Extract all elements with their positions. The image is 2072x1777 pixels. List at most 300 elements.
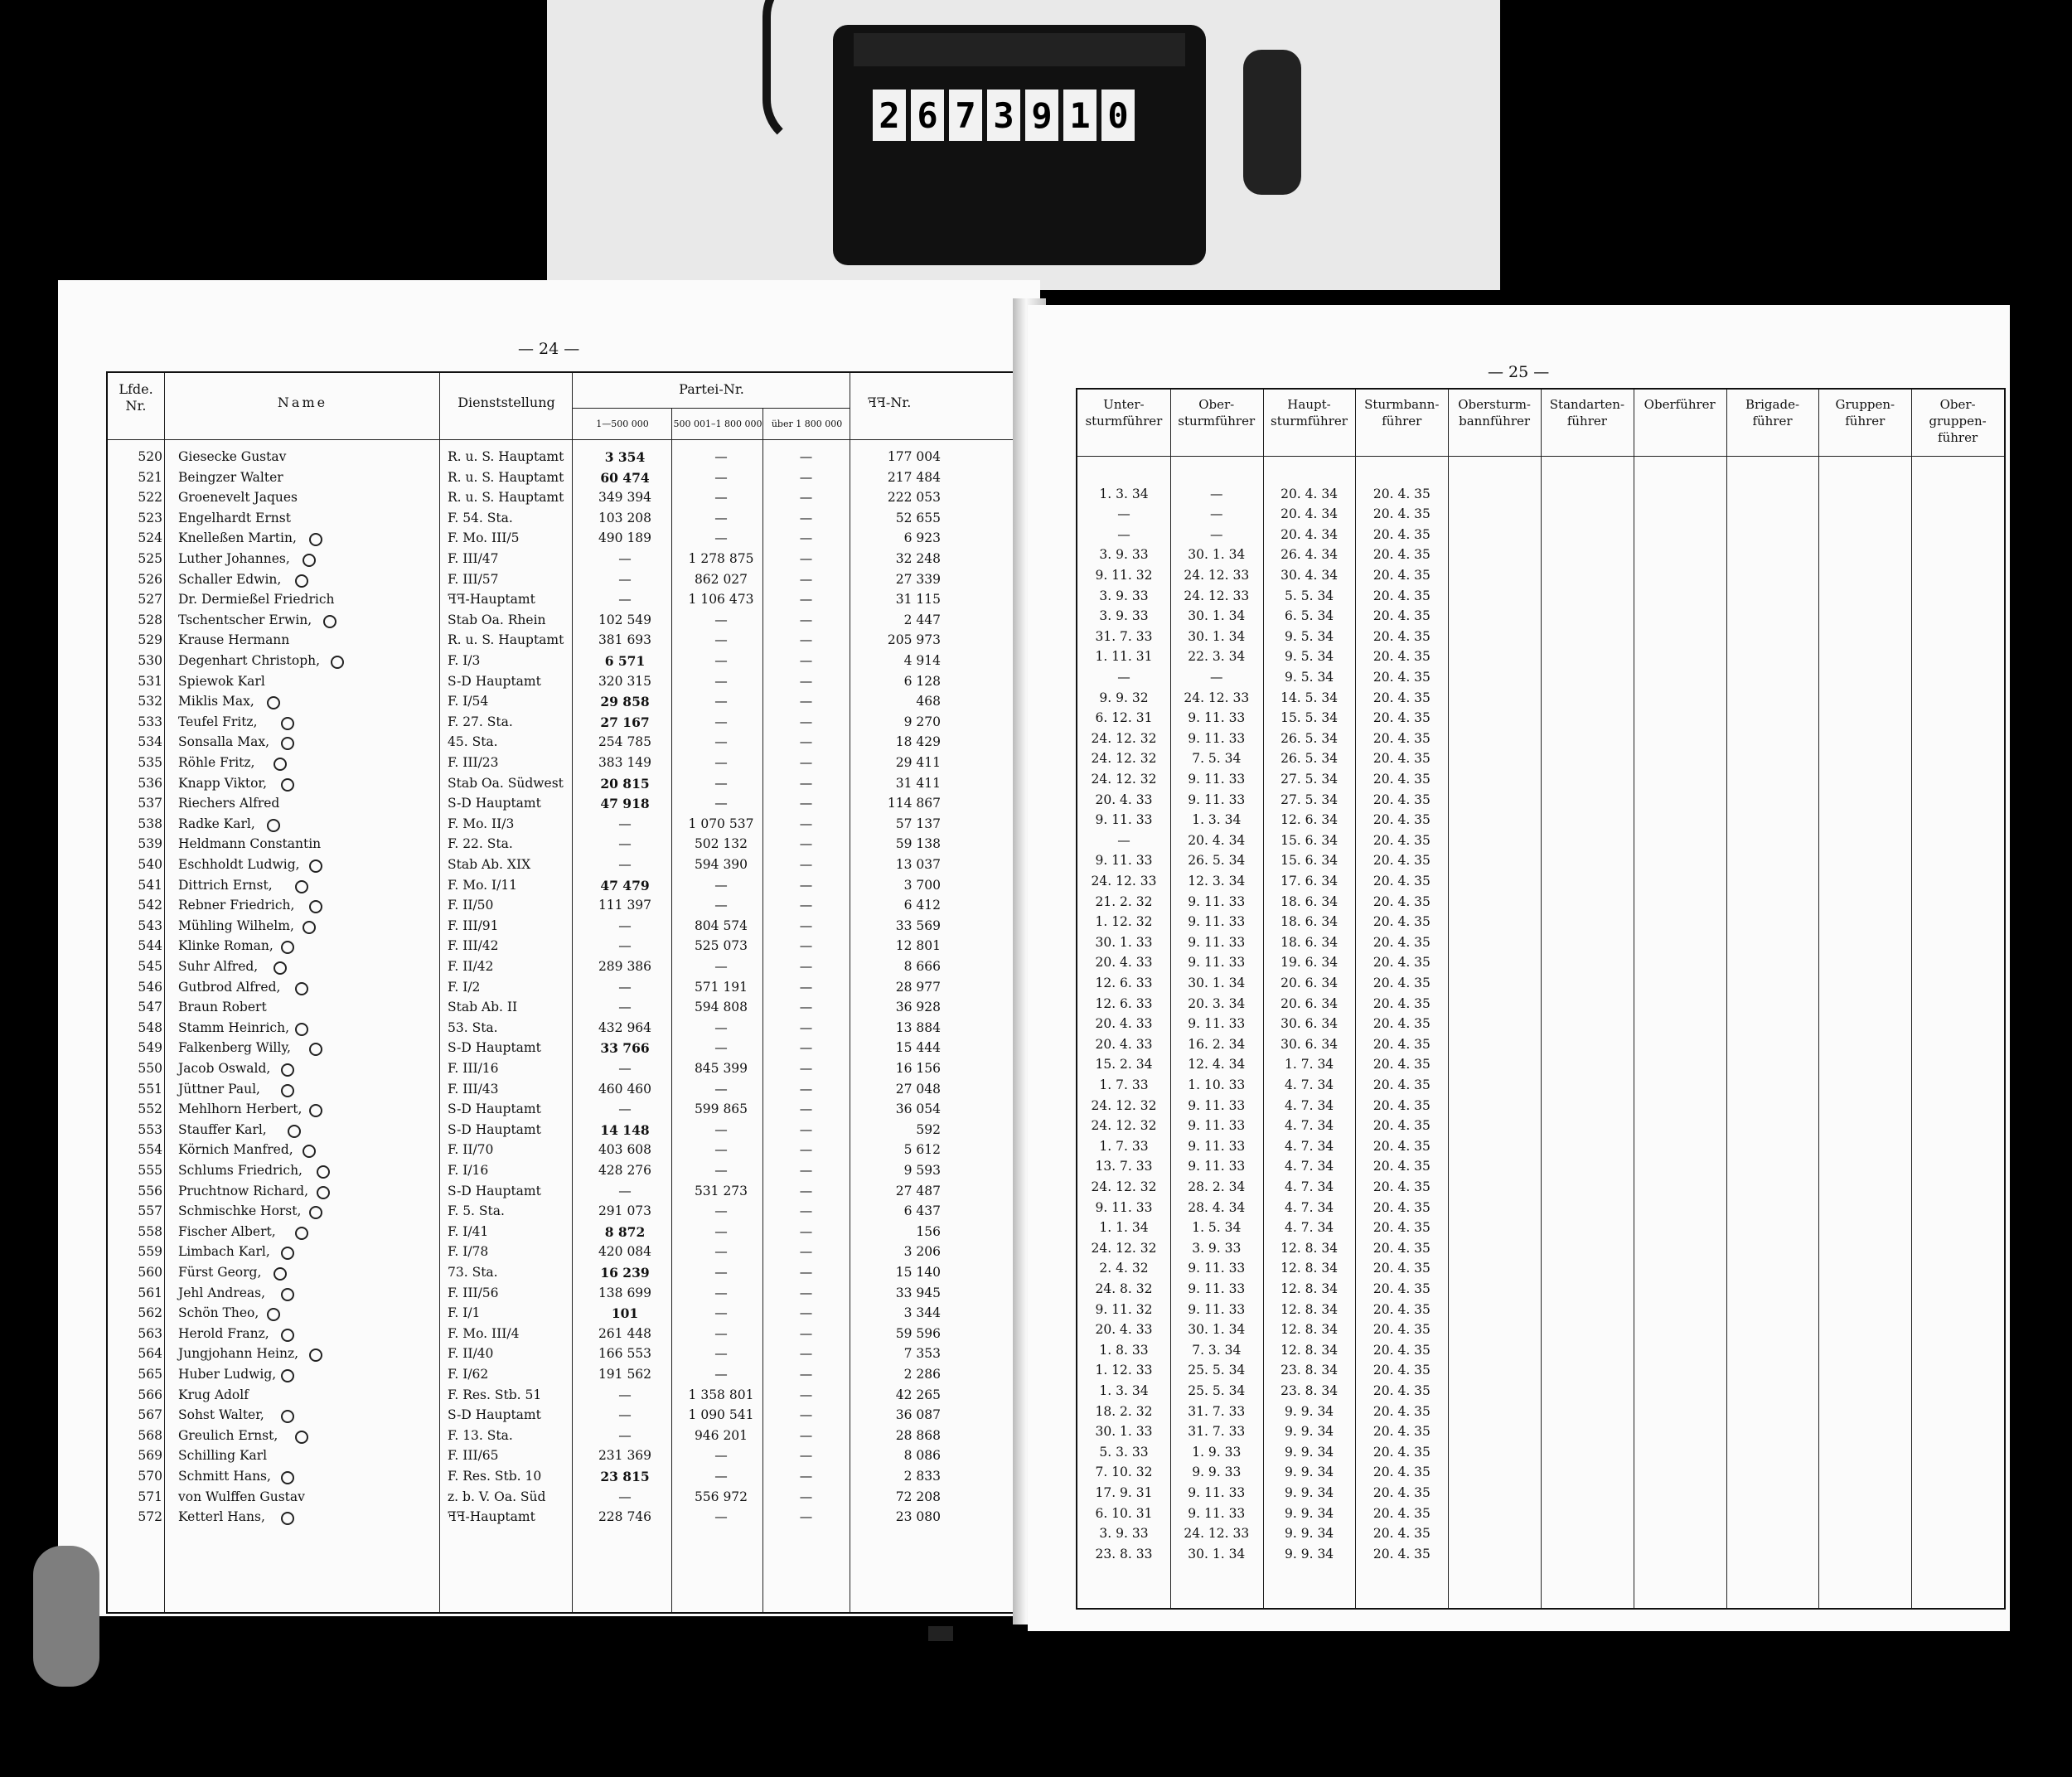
table-row — [1077, 1239, 2004, 1260]
row-dienststellung: F. III/16 — [448, 1061, 499, 1076]
row-partei-nr-3: — — [799, 918, 813, 933]
row-rank-date-0: 24. 12. 33 — [1091, 874, 1157, 888]
row-partei-nr-3: — — [799, 1000, 813, 1015]
row-partei-nr-3: — — [799, 755, 813, 770]
row-rank-date-1: 30. 1. 34 — [1188, 1546, 1246, 1562]
table-row — [108, 978, 941, 999]
row-dienststellung: F. III/43 — [448, 1081, 499, 1097]
row-partei-nr-2: — — [714, 1448, 728, 1464]
table-row — [108, 1059, 941, 1080]
circle-mark-icon — [281, 1471, 294, 1484]
row-rank-date-3: 20. 4. 35 — [1372, 853, 1431, 869]
circle-mark-icon — [331, 656, 344, 669]
row-rank-date-1: 30. 1. 34 — [1188, 628, 1246, 644]
row-number: 551 — [138, 1081, 162, 1097]
table-row — [1077, 689, 2004, 709]
row-partei-nr-3: — — [799, 979, 813, 995]
row-name: Limbach Karl, — [178, 1244, 270, 1260]
row-number: 527 — [138, 592, 162, 608]
row-partei-nr-1: 103 208 — [598, 510, 652, 525]
table-row — [108, 529, 941, 550]
table-row — [108, 631, 941, 651]
row-partei-nr-2: 531 273 — [694, 1183, 748, 1198]
row-partei-nr-1: 460 460 — [598, 1081, 652, 1097]
row-number: 531 — [138, 673, 162, 689]
table-row — [1077, 525, 2004, 546]
row-partei-nr-2: 525 073 — [694, 938, 748, 954]
table-row — [1077, 974, 2004, 995]
right-table — [1076, 388, 2006, 1610]
table-row — [108, 1284, 941, 1305]
table-row — [108, 1324, 941, 1345]
table-row — [108, 651, 941, 672]
table-row — [1077, 485, 2004, 506]
row-name: Gutbrod Alfred, — [178, 979, 281, 995]
row-dienststellung: 45. Sta. — [448, 734, 498, 750]
row-partei-nr-3: — — [799, 510, 813, 525]
table-row — [108, 896, 941, 917]
header-partei-range-3: über 1 800 000 — [771, 419, 843, 429]
row-dienststellung: F. II/42 — [448, 959, 494, 974]
row-rank-date-2: 26. 5. 34 — [1280, 751, 1339, 767]
circle-mark-icon — [288, 1125, 301, 1138]
row-rank-date-3: 20. 4. 35 — [1372, 1179, 1431, 1194]
counter-device-top — [854, 33, 1185, 66]
row-number: 552 — [138, 1102, 162, 1117]
row-partei-nr-1: 138 699 — [598, 1285, 652, 1300]
table-row — [1077, 1280, 2004, 1300]
row-rank-date-3: 20. 4. 35 — [1372, 1301, 1431, 1317]
row-rank-date-2: 4. 7. 34 — [1285, 1077, 1334, 1092]
row-name: Fürst Georg, — [178, 1265, 262, 1280]
row-rank-date-3: 20. 4. 35 — [1372, 628, 1431, 644]
row-rank-date-3: 20. 4. 35 — [1372, 1424, 1431, 1440]
row-rank-date-2: 30. 6. 34 — [1280, 1036, 1339, 1052]
row-partei-nr-1: — — [618, 571, 632, 587]
row-partei-nr-3: — — [799, 530, 813, 546]
table-row — [1077, 1014, 2004, 1035]
row-rank-date-2: 4. 7. 34 — [1285, 1118, 1334, 1134]
row-rank-date-2: 9. 9. 34 — [1285, 1444, 1334, 1460]
row-name: Sonsalla Max, — [178, 734, 269, 750]
row-rank-date-0: 20. 4. 33 — [1095, 1322, 1153, 1338]
row-partei-nr-3: — — [799, 1244, 813, 1260]
row-number: 555 — [138, 1163, 162, 1178]
table-row — [1077, 1463, 2004, 1484]
row-number: 563 — [138, 1325, 162, 1341]
row-rank-date-2: 9. 9. 34 — [1285, 1403, 1334, 1419]
row-number: 538 — [138, 816, 162, 831]
table-row — [1077, 647, 2004, 668]
row-rank-date-1: — — [1210, 526, 1223, 542]
row-rank-date-3: 20. 4. 35 — [1372, 792, 1431, 807]
table-row — [108, 1488, 941, 1508]
row-rank-date-3: 20. 4. 35 — [1372, 1159, 1431, 1174]
row-rank-date-3: 20. 4. 35 — [1372, 1485, 1431, 1500]
row-rank-date-3: 20. 4. 35 — [1372, 1383, 1431, 1398]
table-row — [108, 1426, 941, 1447]
row-ss-nr: 32 248 — [895, 551, 941, 566]
row-name: Schlums Friedrich, — [178, 1163, 303, 1178]
row-ss-nr: 33 945 — [895, 1285, 941, 1300]
row-number: 524 — [138, 530, 162, 546]
row-partei-nr-2: — — [714, 1244, 728, 1260]
row-number: 536 — [138, 775, 162, 791]
row-rank-date-1: 9. 11. 33 — [1188, 1261, 1246, 1276]
row-rank-date-1: 9. 11. 33 — [1188, 914, 1246, 930]
row-rank-date-3: 20. 4. 35 — [1372, 1240, 1431, 1256]
row-ss-nr: 7 353 — [903, 1346, 941, 1362]
table-row — [1077, 1320, 2004, 1341]
circle-mark-icon — [295, 982, 308, 995]
row-ss-nr: 205 973 — [887, 632, 941, 648]
row-partei-nr-2: 1 358 801 — [688, 1387, 754, 1402]
row-ss-nr: 31 411 — [895, 775, 941, 791]
row-rank-date-3: 20. 4. 35 — [1372, 1403, 1431, 1419]
row-rank-date-0: 9. 11. 32 — [1095, 1301, 1153, 1317]
header-rank-7: Brigade-führer — [1745, 397, 1800, 429]
row-partei-nr-3: — — [799, 1305, 813, 1321]
row-rank-date-1: 7. 5. 34 — [1192, 751, 1242, 767]
header-lfd-nr: Lfde. Nr. — [119, 381, 153, 414]
row-rank-date-2: 12. 8. 34 — [1280, 1342, 1339, 1358]
table-row — [1077, 1300, 2004, 1321]
row-number: 526 — [138, 571, 162, 587]
row-rank-date-2: 18. 6. 34 — [1280, 914, 1339, 930]
row-dienststellung: F. 54. Sta. — [448, 510, 513, 525]
row-number: 561 — [138, 1285, 162, 1300]
row-dienststellung: S-D Hauptamt — [448, 1183, 541, 1198]
row-name: Schön Theo, — [178, 1305, 259, 1321]
table-row — [108, 1386, 941, 1407]
row-ss-nr: 57 137 — [895, 816, 941, 831]
table-row — [1077, 811, 2004, 831]
table-row — [1077, 464, 2004, 485]
row-dienststellung: R. u. S. Hauptamt — [448, 469, 564, 485]
row-partei-nr-3: — — [799, 1102, 813, 1117]
row-rank-date-0: 23. 8. 33 — [1095, 1546, 1153, 1562]
row-rank-date-0: 20. 4. 33 — [1095, 792, 1153, 807]
row-partei-nr-1: 231 369 — [598, 1448, 652, 1464]
row-partei-nr-1: — — [618, 1061, 632, 1076]
row-rank-date-0: — — [1117, 832, 1130, 848]
row-partei-nr-2: — — [714, 775, 728, 791]
row-rank-date-0: 20. 4. 33 — [1095, 1016, 1153, 1032]
circle-mark-icon — [295, 574, 308, 588]
row-rank-date-3: 20. 4. 35 — [1372, 1097, 1431, 1113]
row-rank-date-2: 20. 6. 34 — [1280, 995, 1339, 1011]
row-rank-date-1: 9. 11. 33 — [1188, 1159, 1246, 1174]
row-name: Greulich Ernst, — [178, 1427, 278, 1443]
row-ss-nr: 468 — [916, 694, 941, 709]
row-partei-nr-3: — — [799, 734, 813, 750]
row-dienststellung: z. b. V. Oa. Süd — [448, 1489, 546, 1504]
row-ss-nr: 59 596 — [895, 1325, 941, 1341]
row-partei-nr-2: — — [714, 510, 728, 525]
row-name: Dr. Dermießel Friedrich — [178, 592, 335, 608]
row-rank-date-2: 9. 9. 34 — [1285, 1526, 1334, 1542]
row-number: 557 — [138, 1203, 162, 1219]
row-ss-nr: 36 054 — [895, 1102, 941, 1117]
header-partei-range-1: 1—500 000 — [596, 419, 649, 429]
table-row — [108, 794, 941, 815]
row-rank-date-1: 30. 1. 34 — [1188, 547, 1246, 563]
table-row — [108, 1467, 941, 1488]
row-ss-nr: 3 700 — [903, 877, 941, 893]
row-rank-date-0: 24. 12. 32 — [1091, 730, 1157, 746]
row-rank-date-3: 20. 4. 35 — [1372, 1261, 1431, 1276]
row-rank-date-2: 12. 8. 34 — [1280, 1301, 1339, 1317]
table-row — [1077, 1484, 2004, 1504]
row-ss-nr: 72 208 — [895, 1489, 941, 1504]
row-rank-date-3: 20. 4. 35 — [1372, 1281, 1431, 1296]
row-rank-date-2: 17. 6. 34 — [1280, 874, 1339, 888]
circle-mark-icon — [295, 1023, 308, 1036]
row-rank-date-1: 9. 11. 33 — [1188, 934, 1246, 950]
row-ss-nr: 8 086 — [903, 1448, 941, 1464]
table-row — [108, 468, 941, 489]
row-dienststellung: Stab Ab. XIX — [448, 857, 531, 872]
row-partei-nr-2: — — [714, 694, 728, 709]
row-rank-date-3: 20. 4. 35 — [1372, 1220, 1431, 1236]
row-rank-date-0: 1. 3. 34 — [1099, 486, 1149, 501]
table-row — [1077, 587, 2004, 608]
row-rank-date-0: 17. 9. 31 — [1095, 1485, 1153, 1500]
row-partei-nr-1: — — [618, 551, 632, 566]
table-row — [108, 1182, 941, 1203]
row-dienststellung: F. III/47 — [448, 551, 499, 566]
row-partei-nr-1: — — [618, 1183, 632, 1198]
row-dienststellung: F. 22. Sta. — [448, 836, 513, 852]
row-number: 523 — [138, 510, 162, 525]
row-number: 537 — [138, 796, 162, 811]
table-row — [1077, 1545, 2004, 1566]
circle-mark-icon — [323, 615, 336, 628]
row-partei-nr-2: — — [714, 653, 728, 668]
circle-mark-icon — [309, 1104, 322, 1117]
row-rank-date-3: 20. 4. 35 — [1372, 832, 1431, 848]
row-rank-date-0: 31. 7. 33 — [1095, 628, 1153, 644]
row-rank-date-3: 20. 4. 35 — [1372, 874, 1431, 888]
row-rank-date-3: 20. 4. 35 — [1372, 976, 1431, 990]
row-partei-nr-2: 556 972 — [694, 1489, 748, 1504]
row-rank-date-3: 20. 4. 35 — [1372, 486, 1431, 501]
row-number: 554 — [138, 1142, 162, 1158]
row-name: Ketterl Hans, — [178, 1509, 265, 1525]
row-rank-date-3: 20. 4. 35 — [1372, 1138, 1431, 1154]
counter-knob — [1243, 50, 1301, 195]
row-partei-nr-2: 946 201 — [694, 1427, 748, 1443]
row-partei-nr-2: — — [714, 959, 728, 974]
row-rank-date-1: 25. 5. 34 — [1188, 1383, 1246, 1398]
row-rank-date-0: 9. 11. 33 — [1095, 853, 1153, 869]
row-partei-nr-2: 594 808 — [694, 1000, 748, 1015]
row-dienststellung: R. u. S. Hauptamt — [448, 490, 564, 506]
row-dienststellung: F. III/23 — [448, 755, 499, 770]
row-name: Klinke Roman, — [178, 938, 274, 954]
row-rank-date-1: 9. 11. 33 — [1188, 1485, 1246, 1500]
row-name: Stauffer Karl, — [178, 1121, 267, 1137]
row-rank-date-3: 20. 4. 35 — [1372, 934, 1431, 950]
row-number: 564 — [138, 1346, 162, 1362]
row-rank-date-3: 20. 4. 35 — [1372, 914, 1431, 930]
row-number: 560 — [138, 1265, 162, 1280]
table-row — [1077, 709, 2004, 729]
row-ss-nr: 27 339 — [895, 571, 941, 587]
row-partei-nr-1: 27 167 — [600, 714, 650, 730]
row-rank-date-0: 9. 11. 33 — [1095, 812, 1153, 828]
row-dienststellung: 53. Sta. — [448, 1019, 498, 1035]
row-partei-nr-1: — — [618, 857, 632, 872]
row-name: Körnich Manfred, — [178, 1142, 293, 1158]
row-rank-date-1: 9. 11. 33 — [1188, 772, 1246, 787]
row-name: Knelleßen Martin, — [178, 530, 297, 546]
row-partei-nr-1: 289 386 — [598, 959, 652, 974]
row-partei-nr-2: 502 132 — [694, 836, 748, 852]
table-row — [108, 917, 941, 937]
row-rank-date-3: 20. 4. 35 — [1372, 588, 1431, 603]
row-rank-date-1: 9. 11. 33 — [1188, 1016, 1246, 1032]
row-rank-date-1: 28. 4. 34 — [1188, 1199, 1246, 1215]
table-row — [108, 1446, 941, 1467]
header-ss-nr: ꟻꟻ-Nr. — [867, 395, 912, 410]
row-rank-date-2: 20. 4. 34 — [1280, 506, 1339, 522]
table-row — [1077, 1097, 2004, 1117]
row-ss-nr: 3 206 — [903, 1244, 941, 1260]
table-row — [1077, 1076, 2004, 1097]
row-partei-nr-2: — — [714, 1367, 728, 1382]
row-rank-date-2: 26. 5. 34 — [1280, 730, 1339, 746]
row-ss-nr: 156 — [916, 1223, 941, 1239]
row-rank-date-1: 9. 11. 33 — [1188, 955, 1246, 971]
row-ss-nr: 6 923 — [903, 530, 941, 546]
row-number: 520 — [138, 449, 162, 464]
circle-mark-icon — [281, 1288, 294, 1301]
row-rank-date-2: 30. 6. 34 — [1280, 1016, 1339, 1032]
row-rank-date-0: 3. 9. 33 — [1099, 608, 1149, 624]
row-partei-nr-3: — — [799, 816, 813, 831]
row-rank-date-2: 15. 6. 34 — [1280, 853, 1339, 869]
row-dienststellung: F. III/42 — [448, 938, 499, 954]
row-number: 567 — [138, 1407, 162, 1423]
row-rank-date-2: 30. 4. 34 — [1280, 568, 1339, 583]
row-ss-nr: 16 156 — [895, 1061, 941, 1076]
row-number: 542 — [138, 898, 162, 913]
circle-mark-icon — [281, 1410, 294, 1423]
header-name: Name — [277, 395, 328, 410]
row-dienststellung: F. I/78 — [448, 1244, 489, 1260]
row-partei-nr-1: 432 964 — [598, 1019, 652, 1035]
row-rank-date-3: 20. 4. 35 — [1372, 1077, 1431, 1092]
row-partei-nr-3: — — [799, 1427, 813, 1443]
row-rank-date-1: 1. 5. 34 — [1192, 1220, 1242, 1236]
row-rank-date-1: 9. 11. 33 — [1188, 1138, 1246, 1154]
row-dienststellung: F. Mo. III/4 — [448, 1325, 520, 1341]
row-rank-date-0: 1. 12. 32 — [1095, 914, 1153, 930]
circle-mark-icon — [309, 1043, 322, 1056]
row-rank-date-2: 20. 4. 34 — [1280, 526, 1339, 542]
row-rank-date-1: 24. 12. 33 — [1184, 690, 1250, 705]
header-bottom-line — [1077, 456, 2004, 457]
page-number-left: — 24 — — [518, 340, 580, 358]
row-number: 547 — [138, 1000, 162, 1015]
row-name: Radke Karl, — [178, 816, 255, 831]
row-partei-nr-1: 20 815 — [600, 775, 650, 792]
row-dienststellung: R. u. S. Hauptamt — [448, 632, 564, 648]
row-rank-date-1: 1. 9. 33 — [1192, 1444, 1242, 1460]
row-name: Teufel Fritz, — [178, 714, 258, 729]
table-row — [1077, 1382, 2004, 1402]
circle-mark-icon — [281, 1512, 294, 1525]
row-partei-nr-3: — — [799, 571, 813, 587]
table-row — [108, 1223, 941, 1243]
row-name: Giesecke Gustav — [178, 449, 287, 464]
row-partei-nr-1: — — [618, 1000, 632, 1015]
row-rank-date-2: 26. 4. 34 — [1280, 547, 1339, 563]
row-name: Braun Robert — [178, 1000, 267, 1015]
table-row — [108, 448, 941, 468]
row-rank-date-0: 2. 4. 32 — [1099, 1261, 1149, 1276]
row-partei-nr-3: — — [799, 796, 813, 811]
table-row — [1077, 851, 2004, 872]
row-rank-date-1: 22. 3. 34 — [1188, 649, 1246, 665]
right-page — [1028, 305, 2010, 1631]
row-rank-date-0: — — [1117, 526, 1130, 542]
row-rank-date-0: 24. 12. 32 — [1091, 1179, 1157, 1194]
table-row — [1077, 1137, 2004, 1158]
row-rank-date-0: 12. 6. 33 — [1095, 995, 1153, 1011]
table-row — [108, 998, 941, 1019]
row-dienststellung: S-D Hauptamt — [448, 1121, 541, 1137]
row-rank-date-2: 9. 9. 34 — [1285, 1546, 1334, 1562]
circle-mark-icon — [281, 737, 294, 750]
row-name: Degenhart Christoph, — [178, 653, 321, 668]
row-rank-date-2: 9. 9. 34 — [1285, 1424, 1334, 1440]
row-rank-date-3: 20. 4. 35 — [1372, 608, 1431, 624]
counter-digit: 2 — [873, 90, 906, 141]
circle-mark-icon — [303, 1145, 316, 1158]
row-rank-date-0: 9. 11. 33 — [1095, 1199, 1153, 1215]
row-partei-nr-2: — — [714, 1121, 728, 1137]
table-row — [108, 570, 941, 591]
row-partei-nr-3: — — [799, 1509, 813, 1525]
row-partei-nr-1: 102 549 — [598, 612, 652, 627]
table-row — [1077, 627, 2004, 648]
row-number: 553 — [138, 1121, 162, 1137]
row-ss-nr: 114 867 — [887, 796, 941, 811]
row-rank-date-1: 26. 5. 34 — [1188, 853, 1246, 869]
table-row — [1077, 1178, 2004, 1198]
row-partei-nr-3: — — [799, 490, 813, 506]
row-ss-nr: 9 270 — [903, 714, 941, 729]
table-row — [1077, 1524, 2004, 1545]
holding-thumb — [33, 1546, 99, 1687]
row-partei-nr-3: — — [799, 1387, 813, 1402]
row-name: Knapp Viktor, — [178, 775, 268, 791]
row-rank-date-2: 5. 5. 34 — [1285, 588, 1334, 603]
row-ss-nr: 2 286 — [903, 1367, 941, 1382]
row-rank-date-2: 23. 8. 34 — [1280, 1383, 1339, 1398]
row-ss-nr: 28 977 — [895, 979, 941, 995]
row-rank-date-2: 9. 5. 34 — [1285, 670, 1334, 685]
row-number: 530 — [138, 653, 162, 668]
table-row — [108, 1202, 941, 1223]
row-ss-nr: 31 115 — [895, 592, 941, 608]
row-rank-date-3: 20. 4. 35 — [1372, 1444, 1431, 1460]
row-partei-nr-1: 6 571 — [604, 653, 646, 669]
row-partei-nr-2: — — [714, 734, 728, 750]
row-partei-nr-2: — — [714, 469, 728, 485]
